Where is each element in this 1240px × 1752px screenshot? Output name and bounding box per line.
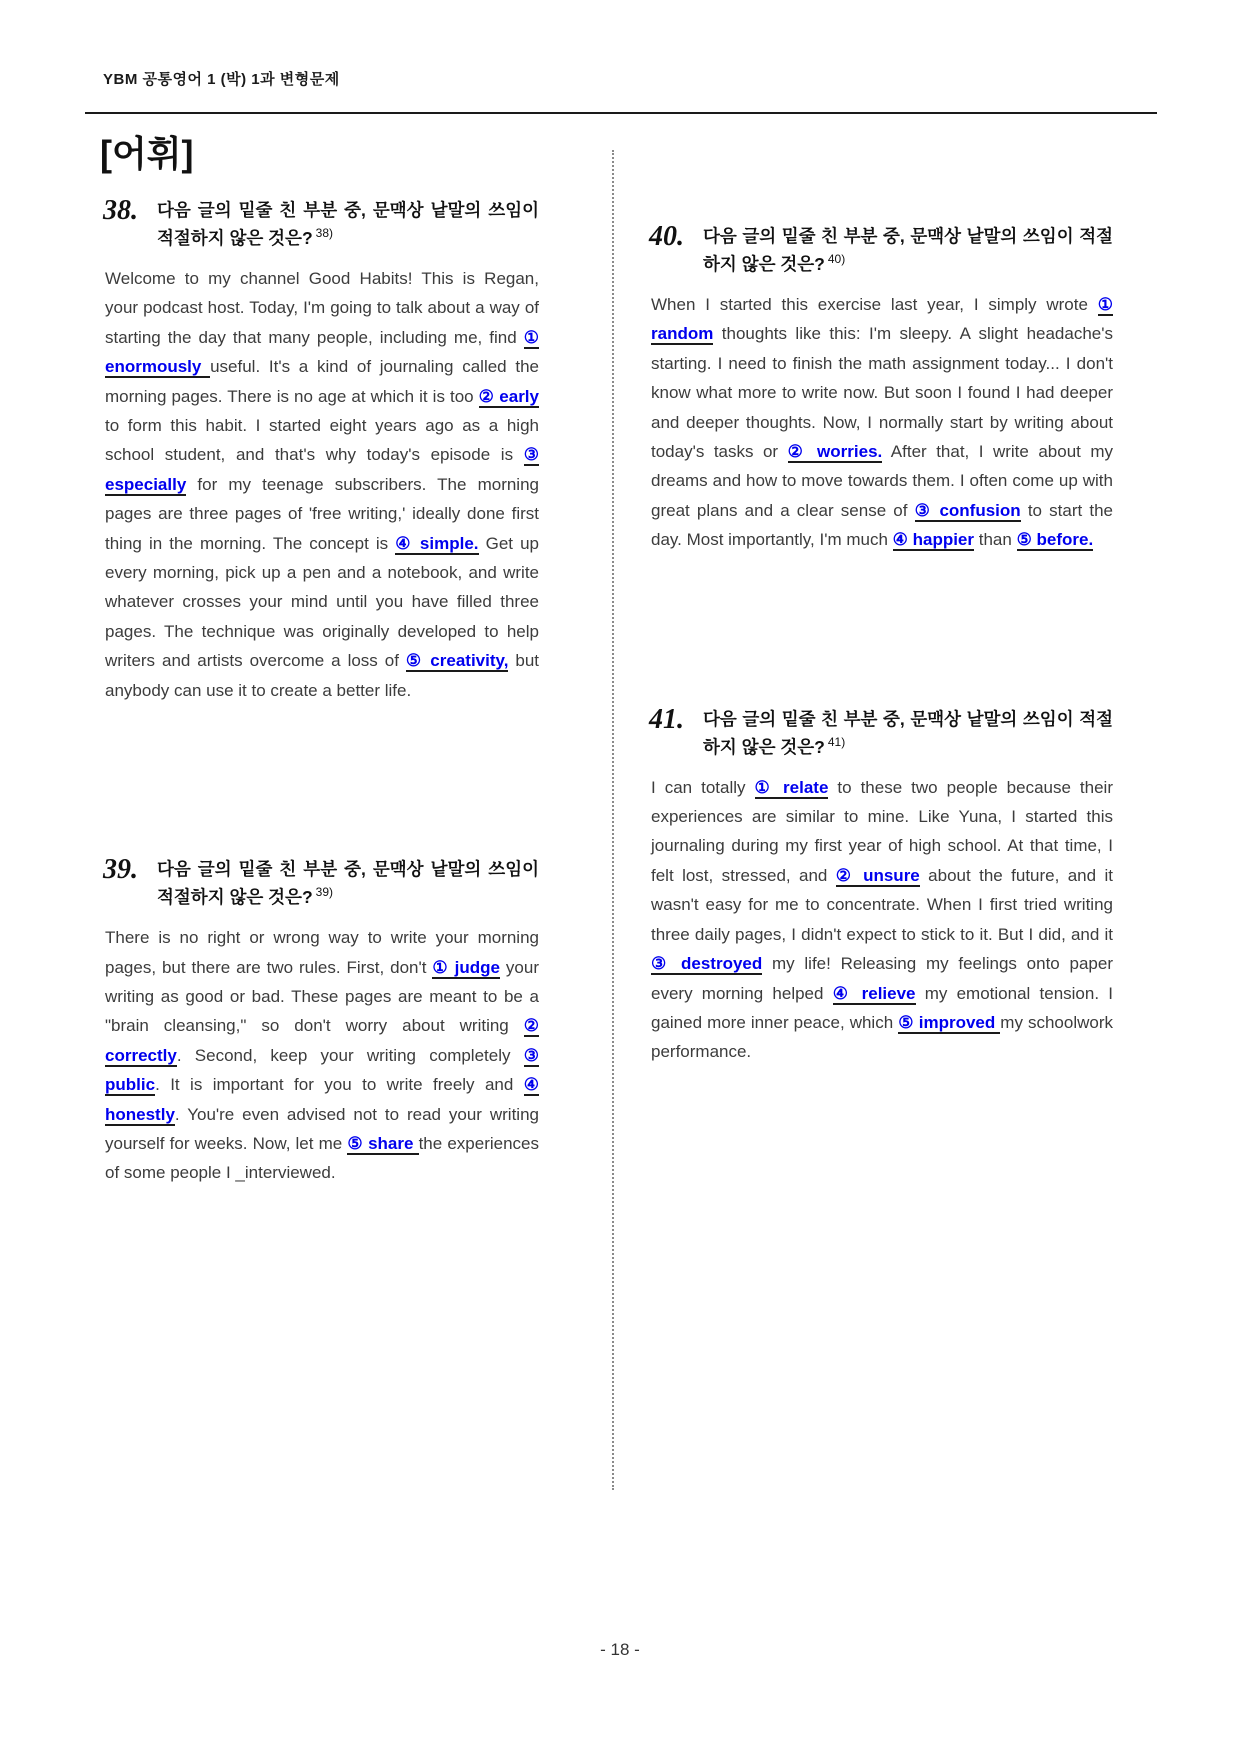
document-header-title: YBM 공통영어 1 (박) 1과 변형문제 [103,71,340,88]
passage-text: for my teenage subscribers. The morning pages are three pages of 'free writing,' ideally done first thing in the morning. The concept is [105,474,539,553]
question-passage [105,264,539,705]
answer-choice: ② unsure [835,865,920,885]
passage-text: my life! Releasing my feelings onto paper every morning helped [651,954,1113,1003]
passage-text: but anybody can use it to create a better life. [105,651,539,700]
passage-text: . Second, keep your writing completely [176,1045,524,1065]
right-column [649,196,1113,1067]
question-prompt [157,855,539,911]
passage-text: to these two people because their experiences are similar to mine. Like Yuna, I started this journaling during my first year of high school. At that time, I felt lost, stressed, and [651,777,1113,885]
passage-text: I can totally [651,777,755,797]
answer-choice: ⑤ improved [898,1012,1001,1032]
passage-text: your writing as good or bad. These pages are meant to be a "brain cleansing," so don't worry about writing [105,957,540,1036]
question-block [649,705,1113,1067]
question-prompt-text: 다음 글의 밑줄 친 부분 중, 문맥상 낱말의 쓰임이 적절하지 않은 것은? [157,200,539,248]
passage-text: my emotional tension. I gained more inner peace, which [651,983,1114,1032]
answer-choice: ① random [651,295,1113,344]
question-ref: 40) [827,252,846,267]
passage-text: about the future, and it wasn't easy for me to concentrate. When I first tried writing three daily pages, I didn't expect to stick to it. But I did, and it [651,865,1113,944]
answer-choice: ③ destroyed [651,954,763,974]
passage-text: After that, I write about my dreams and how to move towards them. I often come up with great plans and a clear sense of [651,442,1114,520]
answer-choice: ② worries. [787,442,883,462]
question-header [103,196,539,252]
answer-choice: ③ confusion [914,500,1021,520]
question-ref: 39) [315,885,333,900]
passage-text: my schoolwork performance. [651,1012,1113,1062]
passage-text: to start the day. Most importantly, I'm much [651,500,1113,550]
passage-text: Welcome to my channel Good Habits! This is Regan, your podcast host. Today, I'm going to talk about a way of starting the day that many people, including me, find [105,269,539,347]
content-columns [103,196,1113,1188]
answer-choice: ⑤ creativity, [405,651,509,671]
question-block [649,222,1113,555]
passage-text: . You're even advised not to read your writing yourself for weeks. Now, let me [105,1104,539,1153]
passage-text: Get up every morning, pick up a pen and a notebook, and write whatever crosses your mind until you have filled three pages. The technique was originally developed to help writers and artists overcome a loss of [105,533,539,671]
question-prompt [703,705,1113,761]
answer-choice: ⑤ share [347,1133,419,1153]
question-number: 41. [649,703,684,735]
left-column [103,196,539,1188]
passage-text: There is no right or wrong way to write your morning pages, but there are two rules. First, don't [105,928,539,977]
question-header [649,222,1113,278]
answer-choice: ① judge [432,957,501,977]
answer-choice: ① enormously [105,327,539,377]
answer-choice: ① relate [754,777,829,797]
answer-choice: ③ especially [105,445,539,494]
passage-text: When I started this exercise last year, I simply wrote [651,295,1098,314]
question-number: 39. [103,854,138,886]
answer-choice: ④ happier [892,530,975,550]
question-ref: 41) [827,734,846,749]
passage-text: the experiences of some people I _interviewed. [105,1133,539,1183]
answer-choice: ④ simple. [395,533,479,553]
answer-choice: ⑤ before. [1016,530,1094,550]
question-ref: 38) [315,226,333,241]
question-number: 38. [103,195,138,226]
passage-text: to form this habit. I started eight years ago as a high school student, and that's why today's episode is [105,416,539,465]
question-prompt [157,196,539,252]
question-prompt-text: 다음 글의 밑줄 친 부분 중, 문맥상 낱말의 쓰임이 적절하지 않은 것은? [703,708,1113,757]
question-prompt [703,222,1113,278]
question-prompt-text: 다음 글의 밑줄 친 부분 중, 문맥상 낱말의 쓰임이 적절하지 않은 것은? [157,859,539,908]
question-number: 40. [649,221,684,252]
answer-choice: ② early [478,386,539,406]
section-title: [어휘] [100,133,194,174]
question-header [103,855,539,911]
answer-choice: ② correctly [105,1016,539,1065]
header-rule [85,112,1157,114]
question-prompt-text: 다음 글의 밑줄 친 부분 중, 문맥상 낱말의 쓰임이 적절하지 않은 것은? [703,226,1113,274]
passage-text: . It is important for you to write freely and [155,1075,524,1095]
question-passage [651,290,1113,555]
passage-text: than [974,530,1017,550]
answer-choice: ④ honestly [105,1075,539,1124]
question-passage [105,923,539,1188]
question-block [103,196,539,705]
answer-choice: ③ public [105,1045,539,1095]
question-header [649,705,1113,761]
passage-text: useful. It's a kind of journaling called the morning pages. There is no age at which it is too [105,357,539,406]
question-block [103,855,539,1188]
passage-text: thoughts like this: I'm sleepy. A slight headache's starting. I need to finish the math assignment today... I don't know what more to write now. But soon I found I had deeper and deeper thoughts. Now, I normally start by writing about today's tasks or [651,324,1113,462]
answer-choice: ④ relieve [832,983,916,1003]
page-number: - 18 - [600,1640,640,1659]
question-passage [651,773,1113,1067]
